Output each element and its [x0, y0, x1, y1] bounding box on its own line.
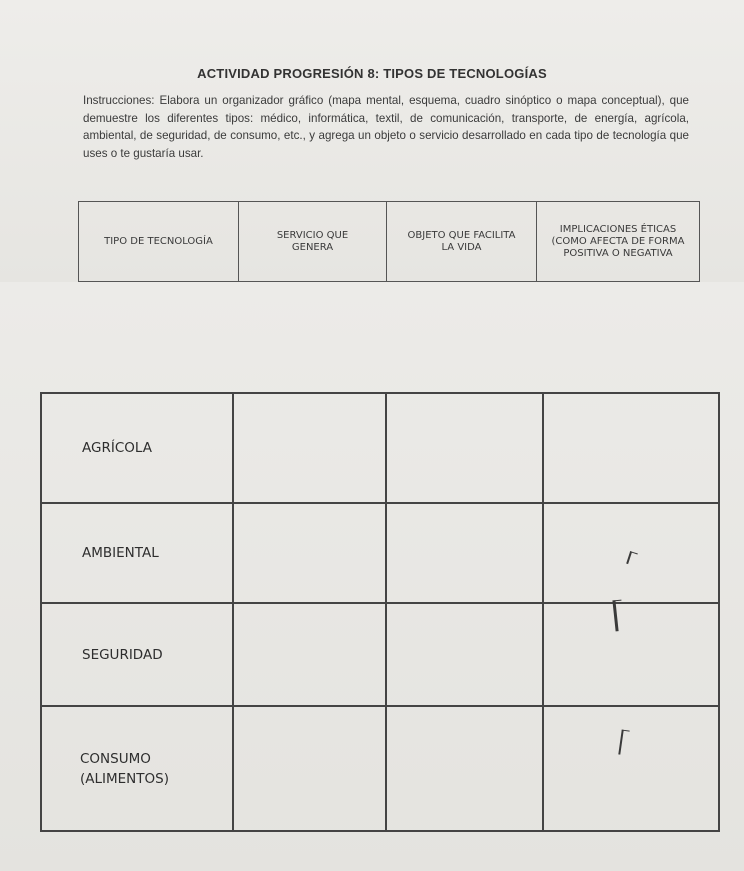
header-cell-servicio: SERVICIO QUE GENERA [239, 202, 387, 282]
grid-cell[interactable] [233, 706, 386, 831]
header-row [79, 202, 700, 282]
instructions-paragraph: Instrucciones: Elabora un organizador gráfico (mapa mental, esquema, cuadro sinóptico o mapa conceptual), que demuestre los diferentes tipos: médico, informática, textil, de comunicación, transporte, de energía, agrícola, ambiental, de seguridad, de consumo, etc., y agrega un objeto o servicio desarrollado en cada tipo de tecnología que uses o te gustaría usar. [83, 94, 689, 160]
grid-cell[interactable] [386, 393, 543, 503]
table-row [41, 706, 719, 831]
header-cell-objeto: OBJETO QUE FACILITA LA VIDA [387, 202, 537, 282]
table-row [41, 393, 719, 503]
row-label-consumo: CONSUMO (ALIMENTOS) [41, 706, 233, 831]
grid-cell[interactable] [233, 503, 386, 603]
header-table [78, 201, 700, 282]
grid-cell[interactable] [386, 503, 543, 603]
grid-cell[interactable] [233, 393, 386, 503]
row-label-ambiental: AMBIENTAL [41, 503, 233, 603]
grid-cell[interactable] [543, 393, 719, 503]
grid-cell[interactable] [543, 706, 719, 831]
grid-cell[interactable] [543, 603, 719, 706]
worksheet-title: ACTIVIDAD PROGRESIÓN 8: TIPOS DE TECNOLOGÍAS [197, 66, 547, 81]
grid-cell[interactable] [386, 603, 543, 706]
header-cell-implicaciones: IMPLICACIONES ÉTICAS (COMO AFECTA DE FORMA POSITIVA O NEGATIVA [537, 202, 700, 282]
header-cell-tipo: TIPO DE TECNOLOGÍA [79, 202, 239, 282]
grid-cell[interactable] [386, 706, 543, 831]
row-label-agricola: AGRÍCOLA [41, 393, 233, 503]
row-label-seguridad: SEGURIDAD [41, 603, 233, 706]
table-row [41, 503, 719, 603]
grid-cell[interactable] [233, 603, 386, 706]
